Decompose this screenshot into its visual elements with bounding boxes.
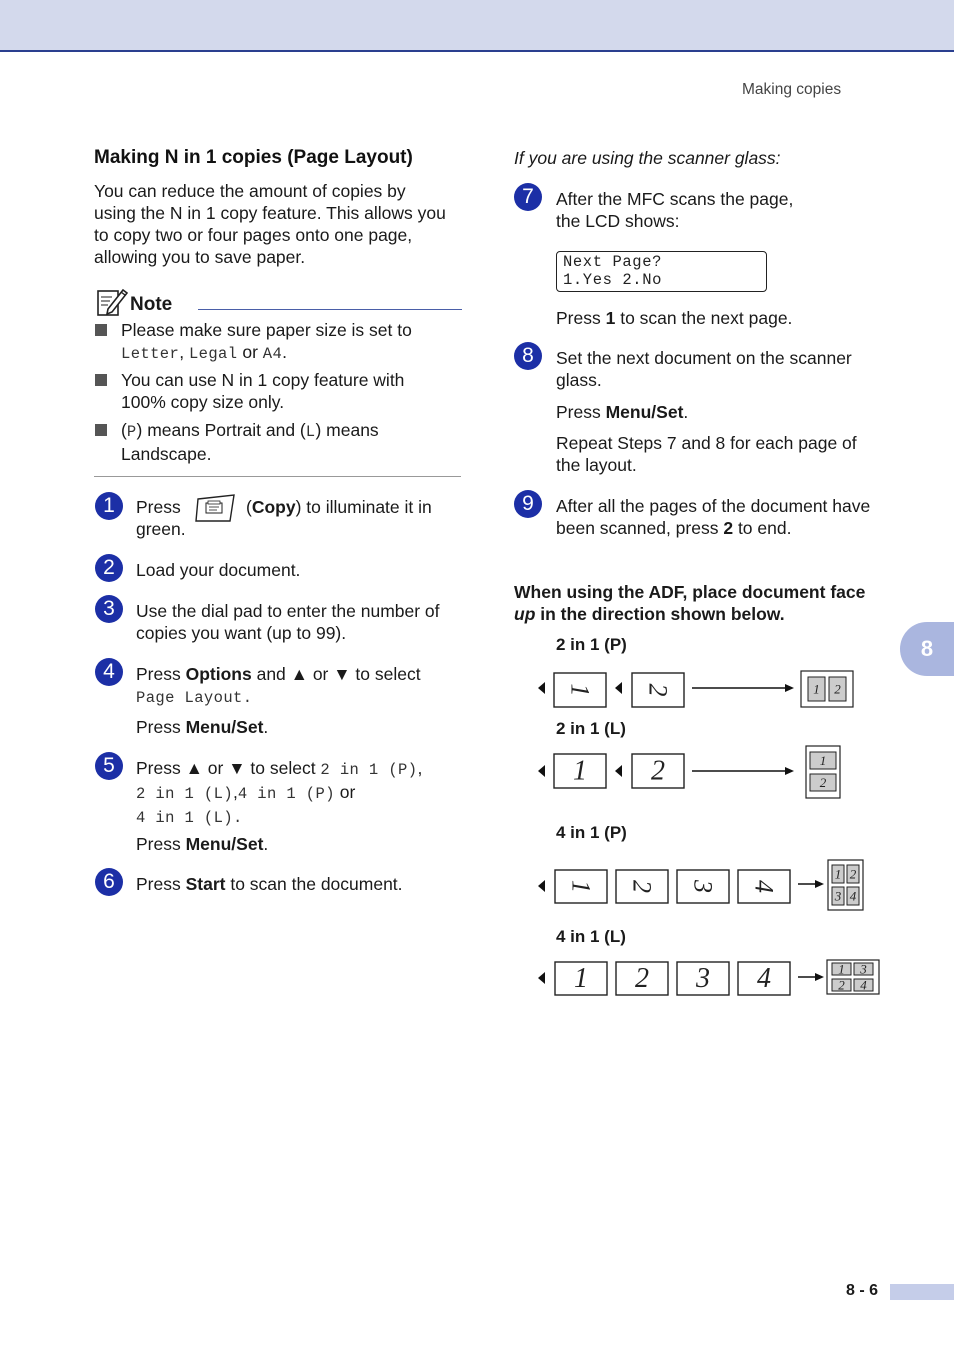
doc-page-number: 2	[627, 880, 657, 893]
step-4-sub: Press Menu/Set.	[136, 717, 269, 737]
step-number-6: 6	[95, 868, 123, 896]
footer-band	[890, 1284, 954, 1300]
step-number-3: 3	[95, 595, 123, 623]
feed-arrow-icon	[538, 682, 545, 694]
result-cell-number: 1	[838, 961, 845, 977]
doc-page-number: 1	[565, 683, 595, 697]
diagram-label-4in1p: 4 in 1 (P)	[556, 823, 627, 842]
step-8-sub: Press Menu/Set.	[556, 402, 689, 422]
diagram-label-4in1l: 4 in 1 (L)	[556, 927, 626, 946]
feed-arrow-icon	[538, 765, 545, 777]
doc-page-number: 1	[573, 755, 587, 787]
result-cell-number: 2	[838, 977, 845, 993]
step-8-sub2: Repeat Steps 7 and 8 for each page of the layout.	[556, 433, 857, 475]
doc-page-number: 2	[635, 963, 649, 994]
step-7-sub: Press 1 to scan the next page.	[556, 308, 793, 328]
step-number-8: 8	[514, 342, 542, 370]
step-number-4: 4	[95, 658, 123, 686]
step-4: Press Options and ▲ or ▼ to select Page Layout.	[136, 664, 421, 707]
feed-arrow-icon	[538, 880, 545, 892]
step-8: Set the next document on the scanner glass.	[556, 348, 852, 390]
page-number: 8 - 6	[846, 1282, 879, 1299]
diagram-label-2in1p: 2 in 1 (P)	[556, 635, 627, 654]
result-cell-number: 1	[813, 681, 820, 697]
step-5: Press ▲ or ▼ to select 2 in 1 (P), 2 in 1 (L),4 in 1 (P) or 4 in 1 (L).	[136, 758, 423, 827]
result-cell-number: 3	[834, 888, 842, 904]
step-number-5: 5	[95, 752, 123, 780]
note-item: Please make sure paper size is set to Letter, Legal or A4.	[95, 319, 465, 365]
chapter-tab: 8	[900, 622, 954, 676]
step-2: Load your document.	[136, 560, 301, 580]
result-cell-number: 1	[834, 866, 842, 882]
result-cell-number: 3	[860, 961, 867, 977]
section-title: Making N in 1 copies (Page Layout)	[94, 147, 413, 168]
feed-arrow-icon	[538, 972, 545, 984]
result-cell-number: 2	[819, 775, 827, 790]
step-number-9: 9	[514, 490, 542, 518]
step-9: After all the pages of the document have been scanned, press 2 to end.	[556, 496, 871, 538]
adf-heading: When using the ADF, place document face up in the direction shown below.	[514, 582, 866, 624]
result-cell-number: 4	[849, 888, 857, 904]
doc-page-number: 3	[696, 963, 710, 994]
doc-page-number: 2	[643, 683, 673, 697]
feed-arrow-icon	[615, 765, 622, 777]
result-cell-number: 2	[849, 866, 857, 882]
step-1: Press (Copy) to illuminate it in green.	[136, 496, 466, 540]
step-number-7: 7	[514, 183, 542, 211]
scanner-glass-intro: If you are using the scanner glass:	[514, 148, 781, 168]
step-5-sub: Press Menu/Set.	[136, 834, 269, 854]
doc-page-number: 3	[688, 880, 718, 893]
result-cell-number: 1	[819, 753, 827, 768]
arrow-head-icon	[815, 880, 824, 888]
step-3: Use the dial pad to enter the number of copies you want (up to 99).	[136, 601, 440, 643]
doc-page-number: 4	[749, 880, 779, 893]
note-item: You can use N in 1 copy feature with 100% copy size only.	[95, 369, 465, 413]
diagram-label-2in1l: 2 in 1 (L)	[556, 719, 626, 738]
running-title: Making copies	[742, 81, 842, 98]
arrow-head-icon	[785, 767, 794, 775]
result-cell-number: 2	[834, 681, 841, 697]
doc-page-number: 1	[574, 963, 588, 994]
step-number-1: 1	[95, 492, 123, 520]
arrow-head-icon	[815, 973, 824, 981]
doc-page-number: 1	[566, 880, 596, 893]
step-6: Press Start to scan the document.	[136, 874, 403, 894]
step-number-2: 2	[95, 554, 123, 582]
lcd-display: Next Page? 1.Yes 2.No	[556, 251, 767, 292]
result-cell-number: 4	[860, 977, 867, 993]
note-item: (P) means Portrait and (L) means Landscape.	[95, 419, 465, 465]
doc-page-number: 4	[757, 963, 771, 994]
feed-arrow-icon	[615, 682, 622, 694]
arrow-head-icon	[785, 684, 794, 692]
note-label: Note	[130, 294, 173, 315]
step-7: After the MFC scans the page, the LCD shows:	[556, 189, 794, 231]
doc-page-number: 2	[651, 755, 665, 787]
intro-paragraph: You can reduce the amount of copies by using the N in 1 copy feature. This allows you to copy two or four pages onto one page, allowing you to save paper.	[94, 181, 446, 267]
